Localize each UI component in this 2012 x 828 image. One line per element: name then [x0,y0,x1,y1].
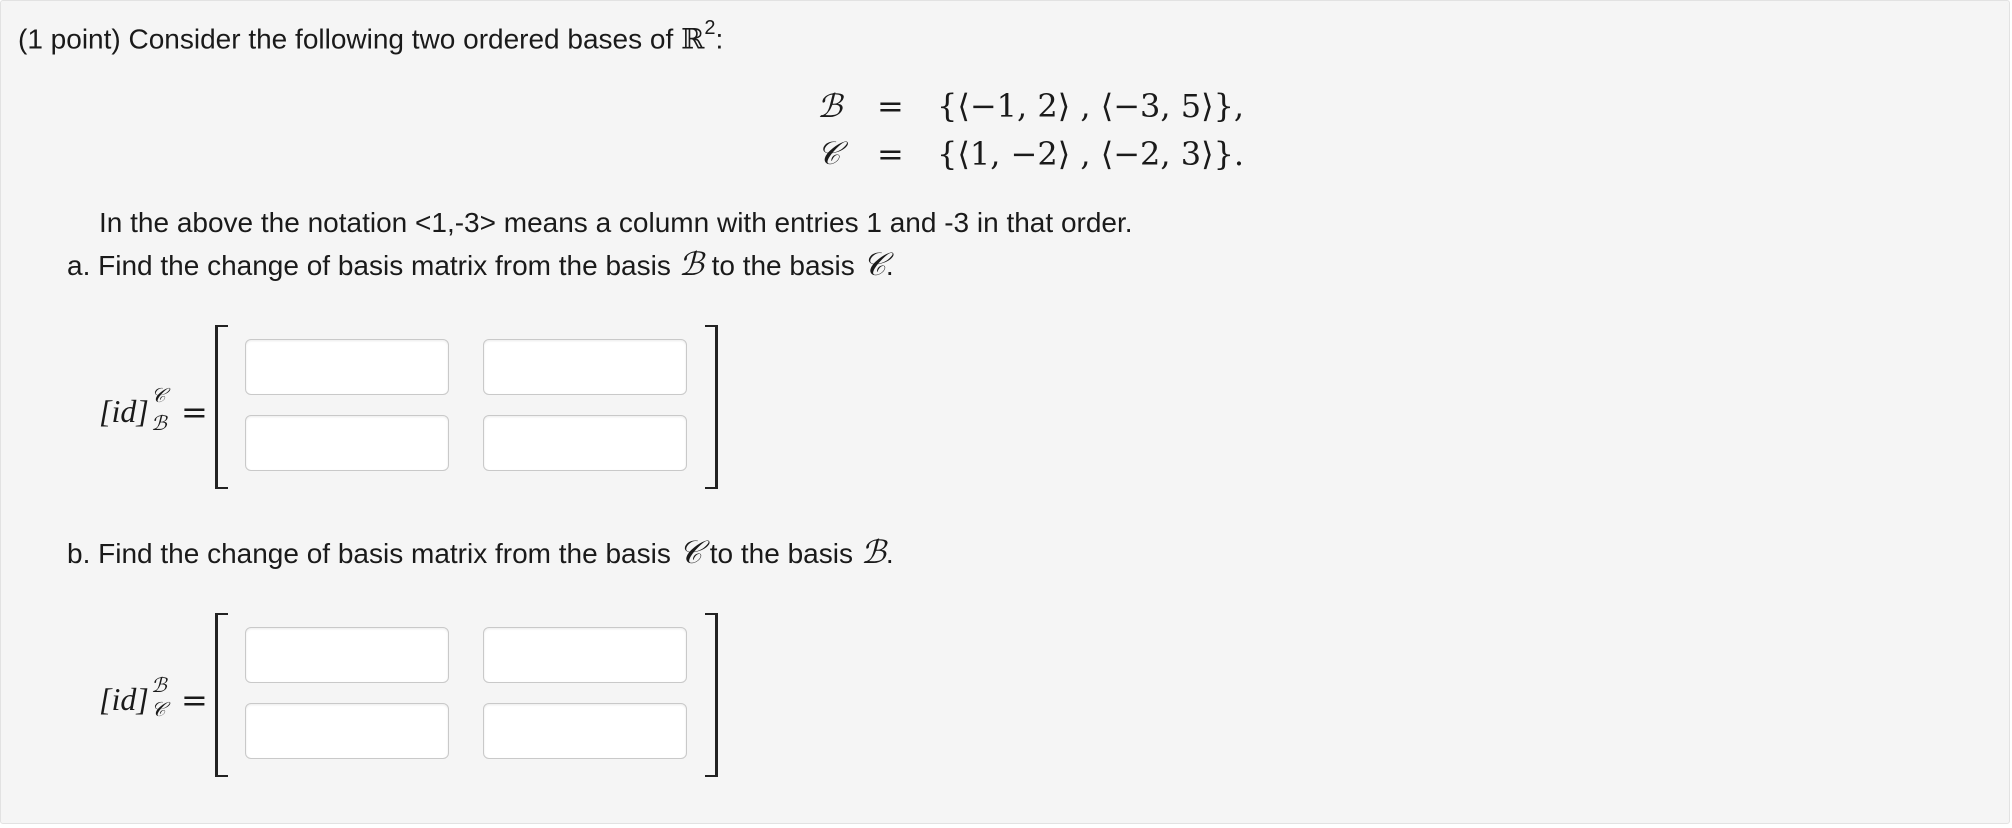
part-b-sub: 𝒞 [151,699,166,721]
part-a-equals: = [181,393,208,431]
part-b-middle: to the basis [709,538,853,569]
part-b-question [67,533,894,572]
part-b-period: . [885,538,894,569]
field-exponent: 2 [704,17,716,39]
part-a-question [67,245,894,284]
part-a-period: . [885,250,894,281]
part-a-right-bracket [705,325,718,489]
part-b-sup: ℬ [151,675,167,697]
part-a-middle: to the basis [711,250,855,281]
part-b-right-bracket [705,613,718,777]
part-b-prefix: b. Find the change of basis matrix from the basis [67,538,671,569]
notation-note: In the above the notation <1,-3> means a column with entries 1 and -3 in that order. [99,207,1133,238]
part-b-matrix-label [99,675,208,721]
part-b-equals: = [181,681,208,719]
part-b-cell-2-2[interactable] [483,703,687,759]
field-symbol: ℝ [681,22,705,56]
part-a-to-basis: 𝒞 [862,246,886,282]
part-b-to-basis: ℬ [860,534,886,570]
part-a-from-basis: ℬ [678,246,704,282]
basis-c-equals: = [877,135,904,173]
part-a-cell-2-2[interactable] [483,415,687,471]
part-a-id: [id] [99,393,149,429]
basis-b-equals: = [877,87,904,125]
part-a-prefix: a. Find the change of basis matrix from the basis [67,250,671,281]
intro-text: (1 point) Consider the following two ordered bases of [18,23,674,55]
part-b-id: [id] [99,681,149,717]
basis-c-set: {⟨1, −2⟩ , ⟨−2, 3⟩}. [937,135,1245,173]
part-a-left-bracket [215,325,228,489]
part-a-cell-1-2[interactable] [483,339,687,395]
basis-c-name: 𝒞 [817,135,841,171]
part-b-cell-1-1[interactable] [245,627,449,683]
part-a-cell-1-1[interactable] [245,339,449,395]
part-b-cell-2-1[interactable] [245,703,449,759]
part-a-sub: ℬ [151,413,167,435]
problem-intro [18,17,724,56]
basis-b-name: ℬ [817,88,843,124]
part-b-cell-1-2[interactable] [483,627,687,683]
part-a-sup: 𝒞 [151,385,166,407]
part-b-left-bracket [215,613,228,777]
basis-b-set: {⟨−1, 2⟩ , ⟨−3, 5⟩}, [937,87,1245,125]
intro-colon: : [715,23,724,55]
part-a-matrix-label [99,385,208,435]
part-b-from-basis: 𝒞 [678,534,702,570]
part-a-cell-2-1[interactable] [245,415,449,471]
